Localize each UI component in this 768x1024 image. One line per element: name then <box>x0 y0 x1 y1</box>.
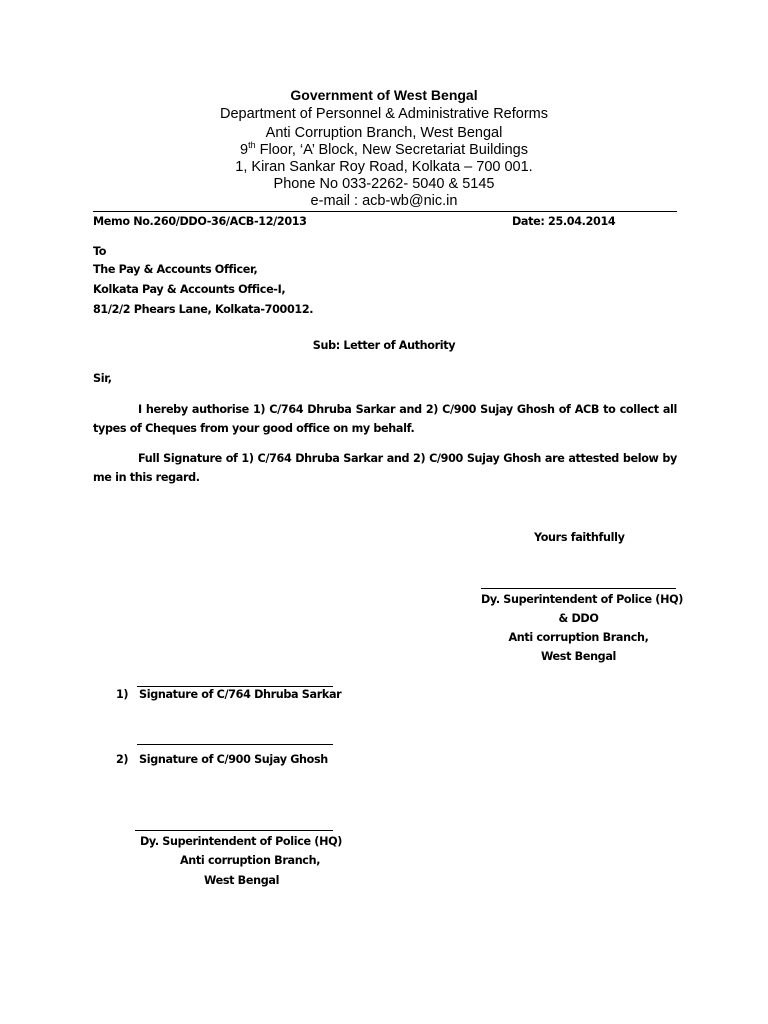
specimen-2-label: Signature of C/900 Sujay Ghosh <box>139 753 328 766</box>
signatory-ddo: & DDO <box>558 612 599 625</box>
subject-line: Sub: Letter of Authority <box>312 339 456 352</box>
header-divider <box>93 211 677 212</box>
letterhead-branch: Anti Corruption Branch, West Bengal <box>265 125 503 141</box>
memo-number: Memo No.260/DDO-36/ACB-12/2013 <box>93 215 307 228</box>
attestor-state: West Bengal <box>204 874 280 887</box>
floor-rest: Floor, ‘A’ Block, New Secretariat Buildings <box>255 142 528 158</box>
letterhead-phone: Phone No 033-2262- 5040 & 5145 <box>273 176 495 192</box>
specimen-1-number: 1) <box>116 688 129 701</box>
floor-superscript: th <box>248 140 256 151</box>
memo-date: Date: 25.04.2014 <box>512 215 616 228</box>
letterhead-department: Department of Personnel & Administrative Reforms <box>220 106 548 122</box>
recipient-line-1: The Pay & Accounts Officer, <box>93 263 258 276</box>
recipient-to: To <box>93 245 107 258</box>
specimen-2-number: 2) <box>116 753 129 766</box>
floor-number: 9 <box>240 142 249 158</box>
letterhead-floor <box>0 142 768 159</box>
recipient-line-3: 81/2/2 Phears Lane, Kolkata-700012. <box>93 303 314 316</box>
signatory-branch: Anti corruption Branch, <box>508 631 649 644</box>
attestor-signature-line <box>135 830 333 831</box>
signatory-title: Dy. Superintendent of Police (HQ) <box>481 593 684 606</box>
signatory-state: West Bengal <box>540 650 617 663</box>
signatory-signature-line <box>481 588 676 589</box>
letterhead-org: Government of West Bengal <box>290 87 478 103</box>
specimen-1-label: Signature of C/764 Dhruba Sarkar <box>139 688 342 701</box>
recipient-line-2: Kolkata Pay & Accounts Office-I, <box>93 283 286 296</box>
attestor-title: Dy. Superintendent of Police (HQ) <box>140 835 343 848</box>
paragraph-authorisation: I hereby authorise 1) C/764 Dhruba Sarkar and 2) C/900 Sujay Ghosh of ACB to collect all types of Cheques from your good office on my behalf. <box>93 403 677 435</box>
specimen-2-signature-line <box>137 744 333 745</box>
salutation: Sir, <box>93 372 112 385</box>
paragraph-attestation: Full Signature of 1) C/764 Dhruba Sarkar and 2) C/900 Sujay Ghosh are attested below by me in this regard. <box>93 452 677 484</box>
closing-phrase: Yours faithfully <box>534 531 625 544</box>
letterhead-email: e-mail : acb-wb@nic.in <box>310 193 458 209</box>
letterhead-address: 1, Kiran Sankar Roy Road, Kolkata – 700 001. <box>235 159 533 175</box>
attestor-branch: Anti corruption Branch, <box>180 854 321 867</box>
